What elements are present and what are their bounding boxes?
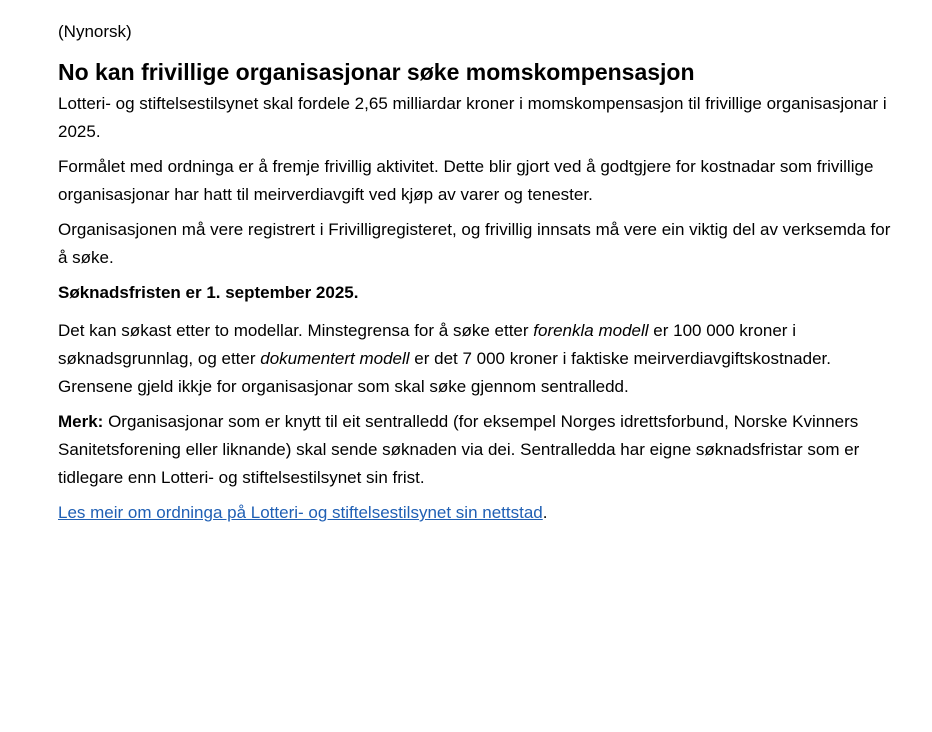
note-paragraph [58, 408, 898, 492]
models-text-2: er 100 000 kroner i søknadsgrunnlag, og etter [58, 321, 796, 368]
purpose-paragraph: Formålet med ordninga er å fremje frivillig aktivitet. Dette blir gjort ved å godtgjere for kostnadar som frivillige organisasjonar har hatt til meirverdiavgift ved kjøp av varer og tenester. [58, 157, 874, 204]
document-body [58, 20, 898, 534]
note-label: Merk: [58, 412, 104, 431]
intro-paragraph: Lotteri- og stiftelsestilsynet skal fordele 2,65 milliardar kroner i momskompensasjon til frivillige organisasjonar i 2025. [58, 94, 887, 141]
simplified-model-term: forenkla modell [533, 321, 649, 340]
read-more-link[interactable]: Les meir om ordninga på Lotteri- og stiftelsestilsynet sin nettstad [58, 503, 543, 522]
link-suffix: . [542, 503, 548, 522]
models-text-3: er det 7 000 kroner i faktiske meirverdiavgiftskostnader. Grensene gjeld ikkje for organisasjonar som skal søke gjennom sentralledd. [58, 349, 831, 396]
documented-model-term: dokumentert modell [260, 349, 410, 368]
requirement-paragraph: Organisasjonen må vere registrert i Frivilligregisteret, og frivillig innsats må vere ein viktig del av verksemda for å søke. [58, 220, 891, 267]
models-text-1: Det kan søkast etter to modellar. Minstegrensa for å søke etter [58, 321, 534, 340]
note-text: Organisasjonar som er knytt til eit sentralledd (for eksempel Norges idrettsforbund, Norske Kvinners Sanitetsforening eller liknande) skal sende søknaden via dei. Sentralledda har eigne søknadsfristar som er tidlegare enn Lotteri- og stiftelsestilsynet sin frist. [58, 412, 860, 487]
page-title: No kan frivillige organisasjonar søke momskompensasjon [58, 59, 695, 85]
deadline-paragraph: Søknadsfristen er 1. september 2025. [58, 283, 359, 302]
language-note: (Nynorsk) [58, 22, 132, 41]
models-paragraph [58, 317, 898, 401]
link-paragraph [58, 499, 898, 527]
